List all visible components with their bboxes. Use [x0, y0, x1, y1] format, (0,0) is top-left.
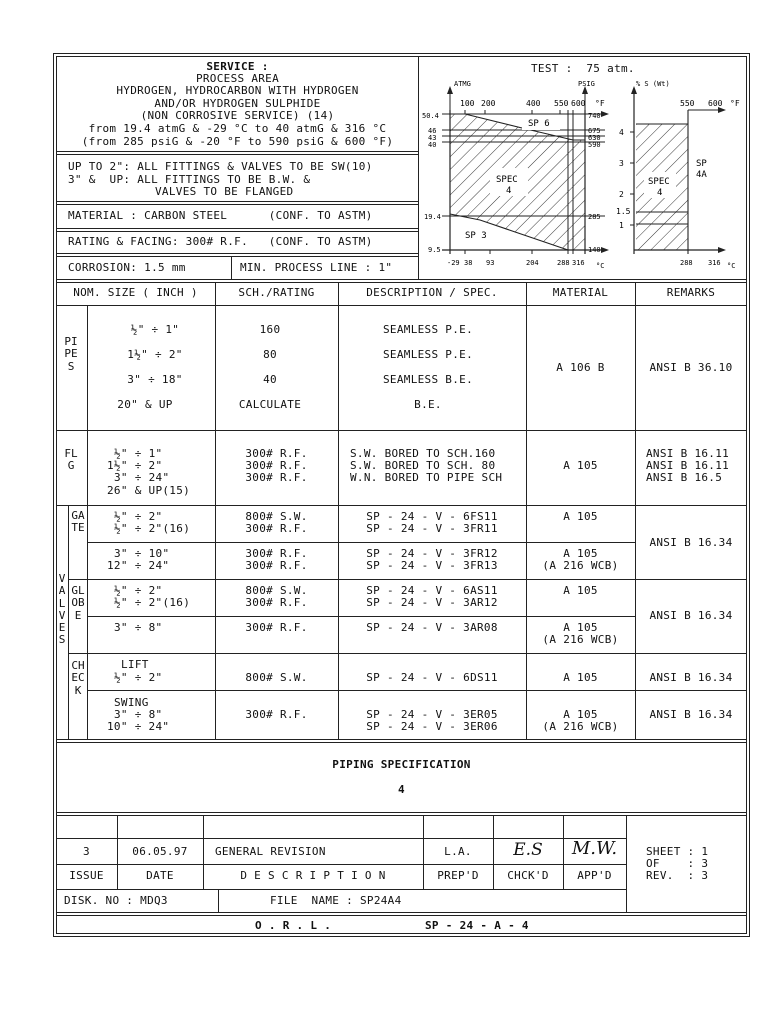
row-divider	[68, 579, 747, 580]
pipe-size: ½" ÷ 1"	[130, 323, 180, 336]
sheet-number: SHEET : 1	[646, 845, 709, 858]
divider	[56, 812, 747, 813]
document-code: SP - 24 - A - 4	[425, 919, 529, 932]
valves-divider	[68, 505, 69, 739]
hdr-date: DATE	[146, 869, 174, 882]
globe-label: GLOBE	[71, 584, 85, 622]
flg-material: A 105	[563, 459, 598, 472]
divider	[56, 201, 418, 202]
sp6-label: SP 6	[528, 119, 550, 129]
atmg-label: ATMG	[454, 80, 471, 88]
pipe-material: A 106 B	[556, 361, 605, 374]
bottom-tick: °C	[727, 262, 736, 270]
divider	[56, 204, 418, 205]
check-sch: 300# R.F.	[245, 708, 308, 721]
flg-desc: S.W. BORED TO SCH. 80	[350, 459, 496, 472]
left-tick: 2	[619, 190, 624, 199]
org-name: O . R . L .	[255, 919, 332, 932]
gate-size: ½" ÷ 2"	[114, 510, 163, 523]
pipe-size: 1½" ÷ 2"	[127, 348, 183, 361]
valves-subdivider	[87, 505, 88, 739]
left-tick: 4	[619, 128, 624, 137]
top-tick: 600	[571, 99, 586, 108]
file-name: FILE NAME : SP24A4	[270, 894, 402, 907]
gate-label: GATE	[71, 509, 85, 535]
service-line-2: HYDROGEN, HYDROCARBON WITH HYDROGEN	[116, 84, 359, 97]
fittings-line-2: 3" & UP: ALL FITTINGS TO BE B.W. &	[68, 173, 311, 186]
bottom-tick: °C	[596, 262, 605, 270]
check-size: 10" ÷ 24"	[107, 720, 170, 733]
pipes-label: PIPES	[64, 335, 78, 373]
rating-line: RATING & FACING: 300# R.F. (CONF. TO ASTM)	[68, 235, 373, 248]
gate-desc: SP - 24 - V - 6FS11	[366, 510, 498, 523]
check-material: A 105	[563, 708, 598, 721]
flg-remarks: ANSI B 16.5	[646, 471, 723, 484]
service-heading: SERVICE :	[206, 60, 269, 73]
gate-size: 3" ÷ 10"	[114, 547, 170, 560]
gate-desc: SP - 24 - V - 3FR11	[366, 522, 498, 535]
globe-desc: SP - 24 - V - 6AS11	[366, 584, 498, 597]
pipe-sch: 40	[263, 373, 277, 386]
globe-sch: 300# R.F.	[245, 621, 308, 634]
gate-desc: SP - 24 - V - 3FR13	[366, 559, 498, 572]
document-title: PIPING SPECIFICATION	[332, 758, 471, 771]
divider	[56, 889, 626, 890]
row-divider	[56, 505, 747, 506]
spec-number: 4	[506, 186, 512, 196]
pipe-size: 3" ÷ 18"	[127, 373, 183, 386]
bottom-tick: -29	[447, 259, 460, 267]
valves-label: VALVES	[58, 572, 66, 647]
right-tick: 590	[588, 141, 601, 149]
flg-sch: 300# R.F.	[245, 447, 308, 460]
row-divider	[56, 430, 747, 431]
check-size: 3" ÷ 8"	[114, 708, 163, 721]
flg-size: 26" & UP(15)	[107, 484, 191, 497]
right-tick: 285	[588, 213, 601, 221]
sp4a-number: 4A	[696, 170, 707, 180]
bottom-tick: 288	[557, 259, 570, 267]
sp4a-label: SP	[696, 159, 707, 169]
left-tick: 40	[428, 141, 437, 149]
bottom-tick: 93	[486, 259, 495, 267]
flg-remarks: ANSI B 16.11	[646, 459, 730, 472]
flg-size: 1½" ÷ 2"	[107, 459, 163, 472]
row-divider	[87, 616, 635, 617]
pipe-desc: B.E.	[414, 398, 442, 411]
row-divider	[87, 690, 747, 691]
globe-desc: SP - 24 - V - 3AR08	[366, 621, 498, 634]
divider	[56, 838, 626, 839]
globe-size: ½" ÷ 2"(16)	[114, 596, 191, 609]
divider	[56, 815, 747, 816]
left-tick: 50.4	[422, 112, 439, 120]
service-line-1: PROCESS AREA	[195, 72, 280, 85]
globe-sch: 300# R.F.	[245, 596, 308, 609]
pipe-sch: 160	[259, 323, 281, 336]
check-desc: SP - 24 - V - 6DS11	[366, 671, 498, 684]
divider	[56, 228, 418, 229]
left-tick: 9.5	[428, 246, 441, 254]
check-desc: SP - 24 - V - 3ER06	[366, 720, 498, 733]
right-tick: 140	[588, 246, 601, 254]
service-line-3: AND/OR HYDROGEN SULPHIDE	[154, 97, 321, 110]
divider	[56, 154, 418, 155]
corrosion-text: CORROSION: 1.5 mm	[68, 261, 186, 274]
flg-label: FLG	[64, 447, 78, 473]
divider	[231, 256, 232, 279]
service-line-4: (NON CORROSIVE SERVICE) (14)	[140, 109, 335, 122]
flg-sch: 300# R.F.	[245, 471, 308, 484]
rev-description: GENERAL REVISION	[215, 845, 326, 858]
rev-prepd: L.A.	[444, 845, 472, 858]
bottom-tick: 288	[680, 259, 693, 267]
pipe-desc: SEAMLESS P.E.	[383, 323, 473, 336]
fittings-line-3: VALVES TO BE FLANGED	[155, 185, 294, 198]
col-divider	[218, 889, 219, 913]
check-size: ½" ÷ 2"	[114, 671, 163, 684]
top-tick: 600	[708, 99, 723, 108]
header-divider	[418, 56, 419, 279]
flg-desc: S.W. BORED TO SCH.160	[350, 447, 496, 460]
divider	[56, 151, 418, 152]
header-remarks: REMARKS	[666, 286, 716, 299]
hdr-issue: ISSUE	[69, 869, 104, 882]
pipe-desc: SEAMLESS P.E.	[383, 348, 473, 361]
gate-sch: 300# R.F.	[245, 547, 308, 560]
gate-sch: 300# R.F.	[245, 522, 308, 535]
check-material: (A 216 WCB)	[542, 720, 619, 733]
divider	[56, 864, 626, 865]
pipe-remarks: ANSI B 36.10	[649, 361, 733, 374]
globe-material: A 105	[563, 584, 598, 597]
sulfur-content-graph	[612, 72, 746, 272]
divider	[56, 231, 418, 232]
top-tick: °F	[595, 99, 605, 108]
check-sch: 800# S.W.	[245, 671, 308, 684]
left-tick: 3	[619, 159, 624, 168]
bottom-tick: 204	[526, 259, 539, 267]
right-tick: 675	[588, 127, 601, 135]
divider	[56, 253, 418, 254]
bottom-tick: 316	[572, 259, 585, 267]
gate-material: (A 216 WCB)	[542, 559, 619, 572]
check-label: CHECK	[71, 659, 85, 697]
service-line-5: from 19.4 atmG & -29 °C to 40 atmG & 316 °C	[88, 122, 387, 135]
gate-size: ½" ÷ 2"(16)	[114, 522, 191, 535]
col-divider	[626, 815, 627, 913]
spec-number: 4	[657, 188, 663, 198]
hdr-description: D E S C R I P T I O N	[240, 869, 386, 882]
gate-sch: 800# S.W.	[245, 510, 308, 523]
row-divider	[87, 542, 635, 543]
globe-desc: SP - 24 - V - 3AR12	[366, 596, 498, 609]
globe-remarks: ANSI B 16.34	[649, 609, 733, 622]
right-tick: 740	[588, 112, 601, 120]
rev-chckd-signature: E.S	[513, 840, 543, 860]
table-top	[56, 282, 747, 283]
check-remarks: ANSI B 16.34	[649, 671, 733, 684]
spec-label: SPEC	[648, 177, 670, 187]
sheet-rev: REV. : 3	[646, 869, 709, 882]
row-divider	[68, 653, 747, 654]
sulfur-axis-title: % S (Wt)	[636, 80, 670, 88]
flg-desc: W.N. BORED TO PIPE SCH	[350, 471, 503, 484]
globe-sch: 800# S.W.	[245, 584, 308, 597]
left-tick: 19.4	[424, 213, 441, 221]
check-size: SWING	[114, 696, 149, 709]
top-tick: 200	[481, 99, 496, 108]
hdr-appd: APP'D	[577, 869, 612, 882]
hdr-chckd: CHCK'D	[507, 869, 549, 882]
sheet-of: OF : 3	[646, 857, 709, 870]
pipe-sch: CALCULATE	[238, 398, 302, 411]
left-tick: 1.5	[616, 207, 631, 216]
table-top	[56, 279, 747, 280]
document-number: 4	[398, 783, 405, 796]
gate-size: 12" ÷ 24"	[107, 559, 170, 572]
header-description: DESCRIPTION / SPEC.	[366, 286, 498, 299]
header-nom-size: NOM. SIZE ( INCH )	[73, 286, 198, 299]
bottom-tick: 38	[464, 259, 473, 267]
gate-remarks: ANSI B 16.34	[649, 536, 733, 549]
top-tick: 100	[460, 99, 475, 108]
check-material: A 105	[563, 671, 598, 684]
top-tick: 550	[554, 99, 569, 108]
table-bottom	[56, 739, 747, 740]
gate-desc: SP - 24 - V - 3FR12	[366, 547, 498, 560]
service-line-6: (from 285 psiG & -20 °F to 590 psiG & 600 °F)	[81, 135, 394, 148]
hdr-prepd: PREP'D	[437, 869, 479, 882]
row-label-divider	[87, 305, 88, 505]
gate-material: A 105	[563, 547, 598, 560]
pipe-size: 20" & UP	[117, 398, 173, 411]
check-desc: SP - 24 - V - 3ER05	[366, 708, 498, 721]
table-bottom	[56, 742, 747, 743]
top-tick: °F	[730, 99, 740, 108]
right-tick: 630	[588, 134, 601, 142]
globe-material: (A 216 WCB)	[542, 633, 619, 646]
left-tick: 43	[428, 134, 437, 142]
flg-size: ½" ÷ 1"	[114, 447, 163, 460]
pressure-temperature-graph	[420, 72, 620, 272]
flg-size: 3" ÷ 24"	[114, 471, 170, 484]
pipe-desc: SEAMLESS B.E.	[383, 373, 473, 386]
test-pressure: TEST : 75 atm.	[531, 62, 635, 75]
divider	[56, 912, 747, 913]
sp3-label: SP 3	[465, 231, 487, 241]
globe-material: A 105	[563, 621, 598, 634]
bottom-tick: 316	[708, 259, 721, 267]
spec-label: SPEC	[496, 175, 518, 185]
flg-sch: 300# R.F.	[245, 459, 308, 472]
gate-material: A 105	[563, 510, 598, 523]
left-tick: 46	[428, 127, 437, 135]
table-header-bottom	[56, 305, 747, 306]
col-divider	[635, 282, 636, 739]
divider	[56, 256, 418, 257]
rev-date: 06.05.97	[132, 845, 188, 858]
globe-size: ½" ÷ 2"	[114, 584, 163, 597]
rev-issue: 3	[83, 845, 90, 858]
check-size: LIFT	[121, 658, 149, 671]
check-remarks: ANSI B 16.34	[649, 708, 733, 721]
material-line: MATERIAL : CARBON STEEL (CONF. TO ASTM)	[68, 209, 373, 222]
divider	[56, 915, 747, 916]
top-tick: 400	[526, 99, 541, 108]
disk-number: DISK. NO : MDQ3	[64, 894, 168, 907]
flg-remarks: ANSI B 16.11	[646, 447, 730, 460]
gate-sch: 300# R.F.	[245, 559, 308, 572]
globe-size: 3" ÷ 8"	[114, 621, 163, 634]
header-material: MATERIAL	[552, 286, 609, 299]
left-tick: 1	[619, 221, 624, 230]
header-sch-rating: SCH./RATING	[238, 286, 315, 299]
fittings-line-1: UP TO 2": ALL FITTINGS & VALVES TO BE SW(10)	[68, 160, 373, 173]
top-tick: 550	[680, 99, 695, 108]
rev-appd-signature: M.W.	[571, 838, 618, 859]
min-process-line: MIN. PROCESS LINE : 1"	[240, 261, 393, 274]
pipe-sch: 80	[263, 348, 277, 361]
psig-label: PSIG	[578, 80, 595, 88]
